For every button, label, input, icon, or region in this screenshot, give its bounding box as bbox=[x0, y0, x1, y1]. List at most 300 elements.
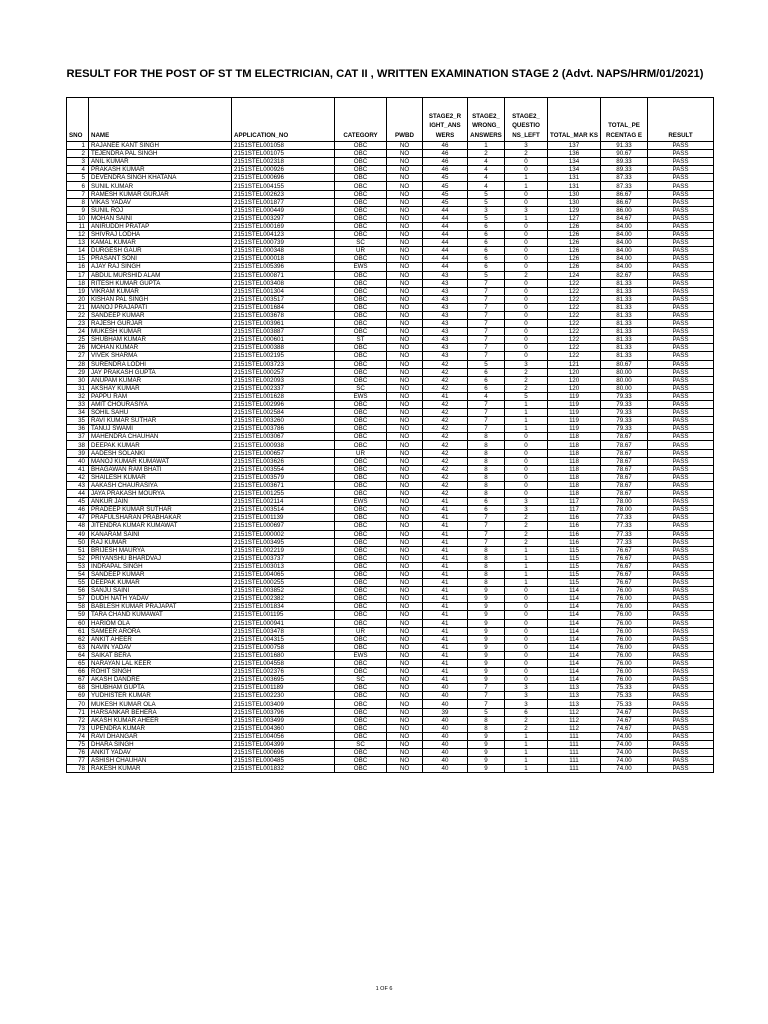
cell-name: KAMAL KUMAR bbox=[89, 239, 232, 247]
cell-total-percentage: 89.33 bbox=[601, 166, 648, 174]
cell-right-answers: 44 bbox=[423, 239, 468, 247]
table-row bbox=[67, 684, 714, 692]
cell-questions-left: 3 bbox=[505, 692, 548, 700]
header-total-marks: TOTAL_MAR KS bbox=[548, 98, 601, 142]
cell-application-no: 2151STEL003409 bbox=[232, 700, 335, 708]
cell-questions-left: 2 bbox=[505, 271, 548, 279]
cell-result: PASS bbox=[648, 392, 714, 400]
table-row bbox=[67, 239, 714, 247]
cell-total-marks: 122 bbox=[548, 328, 601, 336]
cell-sno: 47 bbox=[67, 514, 89, 522]
cell-application-no: 2151STEL001139 bbox=[232, 514, 335, 522]
cell-application-no: 2151STEL000255 bbox=[232, 579, 335, 587]
table-row bbox=[67, 425, 714, 433]
table-row bbox=[67, 376, 714, 384]
cell-questions-left: 1 bbox=[505, 174, 548, 182]
cell-name: AKSHAY KUMAR bbox=[89, 384, 232, 392]
cell-questions-left: 0 bbox=[505, 190, 548, 198]
cell-pwbd: NO bbox=[387, 481, 423, 489]
cell-total-marks: 118 bbox=[548, 473, 601, 481]
cell-sno: 3 bbox=[67, 158, 89, 166]
cell-category: OBC bbox=[335, 579, 387, 587]
cell-sno: 35 bbox=[67, 417, 89, 425]
cell-application-no: 2151STEL000657 bbox=[232, 449, 335, 457]
cell-questions-left: 1 bbox=[505, 401, 548, 409]
cell-pwbd: NO bbox=[387, 239, 423, 247]
table-row bbox=[67, 263, 714, 271]
cell-result: PASS bbox=[648, 684, 714, 692]
cell-category: OBC bbox=[335, 231, 387, 239]
cell-right-answers: 46 bbox=[423, 166, 468, 174]
cell-total-marks: 130 bbox=[548, 190, 601, 198]
cell-name: VIKAS YADAV bbox=[89, 198, 232, 206]
cell-questions-left: 0 bbox=[505, 336, 548, 344]
cell-pwbd: NO bbox=[387, 368, 423, 376]
table-row bbox=[67, 627, 714, 635]
cell-wrong-answers: 9 bbox=[468, 651, 505, 659]
cell-sno: 12 bbox=[67, 231, 89, 239]
cell-right-answers: 43 bbox=[423, 303, 468, 311]
cell-total-percentage: 76.00 bbox=[601, 627, 648, 635]
cell-pwbd: NO bbox=[387, 651, 423, 659]
cell-result: PASS bbox=[648, 166, 714, 174]
table-row bbox=[67, 271, 714, 279]
cell-total-percentage: 75.33 bbox=[601, 692, 648, 700]
cell-right-answers: 43 bbox=[423, 279, 468, 287]
cell-wrong-answers: 7 bbox=[468, 684, 505, 692]
cell-result: PASS bbox=[648, 668, 714, 676]
cell-result: PASS bbox=[648, 344, 714, 352]
cell-right-answers: 40 bbox=[423, 700, 468, 708]
cell-wrong-answers: 2 bbox=[468, 150, 505, 158]
cell-total-marks: 120 bbox=[548, 368, 601, 376]
cell-total-marks: 126 bbox=[548, 263, 601, 271]
cell-questions-left: 1 bbox=[505, 425, 548, 433]
cell-category: EWS bbox=[335, 392, 387, 400]
cell-result: PASS bbox=[648, 214, 714, 222]
cell-total-marks: 119 bbox=[548, 392, 601, 400]
cell-questions-left: 2 bbox=[505, 522, 548, 530]
cell-name: RAJ KUMAR bbox=[89, 538, 232, 546]
cell-questions-left: 1 bbox=[505, 570, 548, 578]
cell-category: OBC bbox=[335, 441, 387, 449]
cell-wrong-answers: 7 bbox=[468, 287, 505, 295]
cell-total-marks: 122 bbox=[548, 336, 601, 344]
cell-name: ABDUL MURSHID ALAM bbox=[89, 271, 232, 279]
cell-pwbd: NO bbox=[387, 320, 423, 328]
cell-category: OBC bbox=[335, 546, 387, 554]
cell-total-percentage: 76.67 bbox=[601, 579, 648, 587]
cell-wrong-answers: 4 bbox=[468, 174, 505, 182]
cell-name: YUDHISTER KUMAR bbox=[89, 692, 232, 700]
cell-right-answers: 41 bbox=[423, 579, 468, 587]
cell-pwbd: NO bbox=[387, 142, 423, 150]
cell-name: KISHAN PAL SINGH bbox=[89, 295, 232, 303]
table-row bbox=[67, 765, 714, 773]
cell-name: PRASANT SONI bbox=[89, 255, 232, 263]
cell-questions-left: 1 bbox=[505, 214, 548, 222]
cell-total-marks: 114 bbox=[548, 676, 601, 684]
cell-sno: 75 bbox=[67, 740, 89, 748]
cell-total-percentage: 81.33 bbox=[601, 352, 648, 360]
cell-right-answers: 45 bbox=[423, 174, 468, 182]
cell-wrong-answers: 7 bbox=[468, 700, 505, 708]
cell-questions-left: 0 bbox=[505, 457, 548, 465]
cell-pwbd: NO bbox=[387, 263, 423, 271]
cell-total-percentage: 87.33 bbox=[601, 174, 648, 182]
cell-category: OBC bbox=[335, 287, 387, 295]
table-row bbox=[67, 668, 714, 676]
cell-category: OBC bbox=[335, 603, 387, 611]
cell-questions-left: 2 bbox=[505, 150, 548, 158]
cell-sno: 76 bbox=[67, 749, 89, 757]
cell-application-no: 2151STEL002195 bbox=[232, 352, 335, 360]
table-row bbox=[67, 142, 714, 150]
cell-pwbd: NO bbox=[387, 206, 423, 214]
cell-result: PASS bbox=[648, 417, 714, 425]
cell-right-answers: 42 bbox=[423, 360, 468, 368]
cell-pwbd: NO bbox=[387, 449, 423, 457]
cell-total-percentage: 79.33 bbox=[601, 392, 648, 400]
cell-sno: 52 bbox=[67, 554, 89, 562]
header-right-answers: STAGE2_R IGHT_ANS WERS bbox=[423, 98, 468, 142]
cell-application-no: 2151STEL004558 bbox=[232, 660, 335, 668]
cell-sno: 33 bbox=[67, 401, 89, 409]
cell-result: PASS bbox=[648, 660, 714, 668]
cell-application-no: 2151STEL004123 bbox=[232, 231, 335, 239]
cell-name: ANIRUDDH PRATAP bbox=[89, 222, 232, 230]
cell-questions-left: 0 bbox=[505, 627, 548, 635]
cell-category: OBC bbox=[335, 481, 387, 489]
cell-questions-left: 2 bbox=[505, 384, 548, 392]
cell-result: PASS bbox=[648, 433, 714, 441]
cell-total-percentage: 79.33 bbox=[601, 401, 648, 409]
cell-right-answers: 41 bbox=[423, 562, 468, 570]
cell-pwbd: NO bbox=[387, 562, 423, 570]
cell-pwbd: NO bbox=[387, 473, 423, 481]
cell-category: OBC bbox=[335, 587, 387, 595]
cell-result: PASS bbox=[648, 449, 714, 457]
cell-sno: 22 bbox=[67, 311, 89, 319]
cell-category: OBC bbox=[335, 643, 387, 651]
cell-total-percentage: 77.33 bbox=[601, 530, 648, 538]
cell-result: PASS bbox=[648, 247, 714, 255]
cell-pwbd: NO bbox=[387, 182, 423, 190]
cell-name: DEEPAK KUMAR bbox=[89, 441, 232, 449]
cell-category: SC bbox=[335, 384, 387, 392]
cell-total-percentage: 78.67 bbox=[601, 481, 648, 489]
cell-sno: 60 bbox=[67, 619, 89, 627]
cell-category: OBC bbox=[335, 522, 387, 530]
cell-result: PASS bbox=[648, 441, 714, 449]
cell-total-marks: 122 bbox=[548, 320, 601, 328]
cell-sno: 48 bbox=[67, 522, 89, 530]
cell-total-marks: 111 bbox=[548, 732, 601, 740]
table-row bbox=[67, 158, 714, 166]
cell-pwbd: NO bbox=[387, 417, 423, 425]
table-row bbox=[67, 740, 714, 748]
cell-right-answers: 41 bbox=[423, 660, 468, 668]
cell-wrong-answers: 8 bbox=[468, 554, 505, 562]
cell-right-answers: 43 bbox=[423, 344, 468, 352]
cell-application-no: 2151STEL000388 bbox=[232, 344, 335, 352]
cell-result: PASS bbox=[648, 295, 714, 303]
cell-category: OBC bbox=[335, 538, 387, 546]
cell-wrong-answers: 6 bbox=[468, 247, 505, 255]
cell-questions-left: 1 bbox=[505, 417, 548, 425]
cell-sno: 67 bbox=[67, 676, 89, 684]
cell-application-no: 2151STEL000739 bbox=[232, 239, 335, 247]
cell-questions-left: 0 bbox=[505, 595, 548, 603]
cell-name: PRADEEP KUMAR SUTHAR bbox=[89, 506, 232, 514]
cell-questions-left: 0 bbox=[505, 295, 548, 303]
cell-result: PASS bbox=[648, 724, 714, 732]
cell-application-no: 2151STEL004056 bbox=[232, 732, 335, 740]
cell-result: PASS bbox=[648, 360, 714, 368]
cell-application-no: 2151STEL001628 bbox=[232, 392, 335, 400]
cell-category: OBC bbox=[335, 182, 387, 190]
table-row bbox=[67, 368, 714, 376]
cell-wrong-answers: 8 bbox=[468, 490, 505, 498]
cell-wrong-answers: 6 bbox=[468, 222, 505, 230]
cell-result: PASS bbox=[648, 514, 714, 522]
cell-wrong-answers: 5 bbox=[468, 198, 505, 206]
cell-sno: 40 bbox=[67, 457, 89, 465]
cell-questions-left: 0 bbox=[505, 198, 548, 206]
cell-result: PASS bbox=[648, 231, 714, 239]
cell-questions-left: 1 bbox=[505, 409, 548, 417]
cell-total-percentage: 76.00 bbox=[601, 587, 648, 595]
cell-result: PASS bbox=[648, 279, 714, 287]
cell-sno: 54 bbox=[67, 570, 89, 578]
cell-result: PASS bbox=[648, 457, 714, 465]
cell-sno: 42 bbox=[67, 473, 89, 481]
cell-name: BRIJESH MAURYA bbox=[89, 546, 232, 554]
table-row bbox=[67, 457, 714, 465]
cell-total-percentage: 80.00 bbox=[601, 376, 648, 384]
cell-result: PASS bbox=[648, 757, 714, 765]
cell-application-no: 2151STEL005396 bbox=[232, 263, 335, 271]
cell-pwbd: NO bbox=[387, 530, 423, 538]
table-row bbox=[67, 174, 714, 182]
cell-total-marks: 122 bbox=[548, 303, 601, 311]
cell-result: PASS bbox=[648, 376, 714, 384]
cell-questions-left: 0 bbox=[505, 473, 548, 481]
cell-result: PASS bbox=[648, 352, 714, 360]
cell-total-marks: 126 bbox=[548, 255, 601, 263]
cell-result: PASS bbox=[648, 255, 714, 263]
cell-application-no: 2151STEL003495 bbox=[232, 538, 335, 546]
cell-result: PASS bbox=[648, 595, 714, 603]
table-row bbox=[67, 514, 714, 522]
cell-wrong-answers: 6 bbox=[468, 239, 505, 247]
cell-name: MUKESH KUMAR OLA bbox=[89, 700, 232, 708]
cell-application-no: 2151STEL003852 bbox=[232, 587, 335, 595]
cell-pwbd: NO bbox=[387, 538, 423, 546]
table-row bbox=[67, 708, 714, 716]
cell-pwbd: NO bbox=[387, 587, 423, 595]
page-number: 1 OF 6 bbox=[375, 986, 393, 992]
cell-total-marks: 121 bbox=[548, 360, 601, 368]
cell-right-answers: 41 bbox=[423, 546, 468, 554]
cell-sno: 63 bbox=[67, 643, 89, 651]
cell-total-percentage: 76.67 bbox=[601, 554, 648, 562]
header-category: CATEGORY bbox=[335, 98, 387, 142]
cell-category: OBC bbox=[335, 303, 387, 311]
cell-pwbd: NO bbox=[387, 360, 423, 368]
cell-category: OBC bbox=[335, 311, 387, 319]
cell-questions-left: 0 bbox=[505, 166, 548, 174]
cell-pwbd: NO bbox=[387, 247, 423, 255]
cell-name: DURGESH GAUR bbox=[89, 247, 232, 255]
cell-questions-left: 0 bbox=[505, 222, 548, 230]
cell-right-answers: 42 bbox=[423, 401, 468, 409]
cell-application-no: 2151STEL003579 bbox=[232, 473, 335, 481]
table-row bbox=[67, 344, 714, 352]
cell-result: PASS bbox=[648, 676, 714, 684]
cell-pwbd: NO bbox=[387, 700, 423, 708]
table-row bbox=[67, 700, 714, 708]
header-total-percentage: TOTAL_PE RCENTAG E bbox=[601, 98, 648, 142]
cell-application-no: 2151STEL002219 bbox=[232, 546, 335, 554]
cell-application-no: 2151STEL000926 bbox=[232, 166, 335, 174]
cell-application-no: 2151STEL003626 bbox=[232, 457, 335, 465]
cell-total-percentage: 87.33 bbox=[601, 182, 648, 190]
cell-category: OBC bbox=[335, 457, 387, 465]
cell-questions-left: 0 bbox=[505, 651, 548, 659]
cell-total-percentage: 78.67 bbox=[601, 490, 648, 498]
cell-total-marks: 116 bbox=[548, 530, 601, 538]
cell-total-percentage: 78.67 bbox=[601, 457, 648, 465]
cell-category: OBC bbox=[335, 724, 387, 732]
cell-total-percentage: 84.00 bbox=[601, 239, 648, 247]
cell-sno: 64 bbox=[67, 651, 89, 659]
cell-wrong-answers: 9 bbox=[468, 732, 505, 740]
cell-category: SC bbox=[335, 740, 387, 748]
cell-category: OBC bbox=[335, 214, 387, 222]
cell-category: OBC bbox=[335, 619, 387, 627]
cell-wrong-answers: 7 bbox=[468, 320, 505, 328]
cell-pwbd: NO bbox=[387, 498, 423, 506]
cell-right-answers: 41 bbox=[423, 514, 468, 522]
cell-total-marks: 114 bbox=[548, 611, 601, 619]
cell-application-no: 2151STEL003067 bbox=[232, 433, 335, 441]
cell-result: PASS bbox=[648, 473, 714, 481]
cell-right-answers: 43 bbox=[423, 287, 468, 295]
cell-result: PASS bbox=[648, 700, 714, 708]
cell-sno: 6 bbox=[67, 182, 89, 190]
cell-pwbd: NO bbox=[387, 255, 423, 263]
cell-right-answers: 42 bbox=[423, 465, 468, 473]
cell-wrong-answers: 6 bbox=[468, 263, 505, 271]
header-questions-left: STAGE2_ QUESTIO NS_LEFT bbox=[505, 98, 548, 142]
cell-pwbd: NO bbox=[387, 465, 423, 473]
cell-wrong-answers: 7 bbox=[468, 425, 505, 433]
cell-total-marks: 111 bbox=[548, 757, 601, 765]
cell-category: OBC bbox=[335, 271, 387, 279]
cell-category: OBC bbox=[335, 433, 387, 441]
cell-total-marks: 115 bbox=[548, 570, 601, 578]
cell-category: ST bbox=[335, 336, 387, 344]
cell-wrong-answers: 9 bbox=[468, 611, 505, 619]
cell-total-marks: 112 bbox=[548, 724, 601, 732]
cell-sno: 21 bbox=[67, 303, 89, 311]
cell-name: HARSANKAR BEHERA bbox=[89, 708, 232, 716]
cell-sno: 56 bbox=[67, 587, 89, 595]
cell-sno: 77 bbox=[67, 757, 89, 765]
cell-application-no: 2151STEL000601 bbox=[232, 336, 335, 344]
table-row bbox=[67, 490, 714, 498]
cell-wrong-answers: 1 bbox=[468, 142, 505, 150]
cell-right-answers: 43 bbox=[423, 336, 468, 344]
cell-name: SANDEEP KUMAR bbox=[89, 570, 232, 578]
table-row bbox=[67, 336, 714, 344]
cell-sno: 30 bbox=[67, 376, 89, 384]
cell-application-no: 2151STEL000696 bbox=[232, 749, 335, 757]
cell-name: VIVEK SHARMA bbox=[89, 352, 232, 360]
cell-total-marks: 114 bbox=[548, 668, 601, 676]
cell-sno: 55 bbox=[67, 579, 89, 587]
cell-wrong-answers: 8 bbox=[468, 441, 505, 449]
cell-questions-left: 0 bbox=[505, 668, 548, 676]
table-row bbox=[67, 660, 714, 668]
cell-sno: 7 bbox=[67, 190, 89, 198]
cell-questions-left: 2 bbox=[505, 368, 548, 376]
cell-questions-left: 3 bbox=[505, 700, 548, 708]
cell-wrong-answers: 5 bbox=[468, 271, 505, 279]
cell-pwbd: NO bbox=[387, 684, 423, 692]
cell-wrong-answers: 9 bbox=[468, 595, 505, 603]
table-row bbox=[67, 522, 714, 530]
cell-wrong-answers: 7 bbox=[468, 514, 505, 522]
cell-right-answers: 42 bbox=[423, 490, 468, 498]
cell-category: OBC bbox=[335, 368, 387, 376]
cell-total-percentage: 76.67 bbox=[601, 562, 648, 570]
cell-result: PASS bbox=[648, 384, 714, 392]
cell-wrong-answers: 8 bbox=[468, 457, 505, 465]
table-row bbox=[67, 587, 714, 595]
cell-application-no: 2151STEL000348 bbox=[232, 247, 335, 255]
cell-questions-left: 3 bbox=[505, 506, 548, 514]
cell-name: ANKIT YADAV bbox=[89, 749, 232, 757]
cell-right-answers: 43 bbox=[423, 311, 468, 319]
cell-sno: 9 bbox=[67, 206, 89, 214]
cell-sno: 39 bbox=[67, 449, 89, 457]
cell-application-no: 2151STEL003961 bbox=[232, 320, 335, 328]
cell-category: EWS bbox=[335, 498, 387, 506]
table-row bbox=[67, 676, 714, 684]
cell-right-answers: 45 bbox=[423, 190, 468, 198]
table-row bbox=[67, 530, 714, 538]
cell-wrong-answers: 9 bbox=[468, 660, 505, 668]
cell-sno: 71 bbox=[67, 708, 89, 716]
cell-category: OBC bbox=[335, 158, 387, 166]
cell-total-marks: 119 bbox=[548, 401, 601, 409]
cell-total-marks: 117 bbox=[548, 506, 601, 514]
cell-name: PRAKASH KUMAR bbox=[89, 166, 232, 174]
cell-total-marks: 114 bbox=[548, 627, 601, 635]
cell-wrong-answers: 9 bbox=[468, 757, 505, 765]
cell-questions-left: 3 bbox=[505, 498, 548, 506]
cell-category: EWS bbox=[335, 651, 387, 659]
cell-wrong-answers: 4 bbox=[468, 158, 505, 166]
cell-sno: 20 bbox=[67, 295, 89, 303]
cell-questions-left: 1 bbox=[505, 757, 548, 765]
cell-name: SHUBHAM GUPTA bbox=[89, 684, 232, 692]
cell-application-no: 2151STEL003517 bbox=[232, 295, 335, 303]
cell-questions-left: 0 bbox=[505, 611, 548, 619]
cell-right-answers: 44 bbox=[423, 214, 468, 222]
